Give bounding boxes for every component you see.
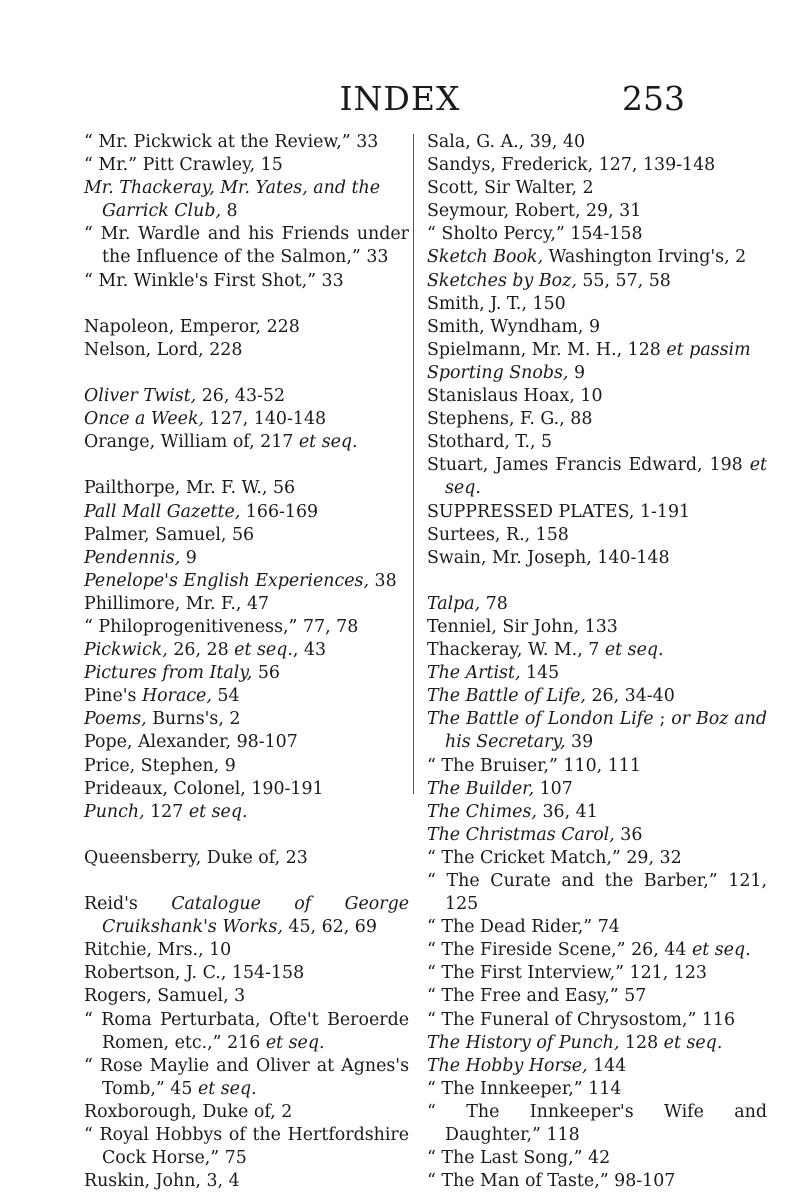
entry-text: “ The Fireside Scene,” 26, 44 bbox=[427, 940, 692, 961]
index-entry bbox=[427, 501, 767, 524]
index-entry bbox=[427, 847, 767, 870]
entry-text: 26, 34-40 bbox=[585, 686, 675, 707]
entry-text: “ Mr. Wardle and his Friends under the Influence of the Salmon,” 33 bbox=[84, 224, 409, 268]
entry-text: Robertson, J. C., 154-158 bbox=[84, 963, 305, 984]
section-gap bbox=[427, 570, 767, 593]
entry-text: 8 bbox=[220, 201, 238, 222]
index-entry bbox=[427, 685, 767, 708]
entry-text: Tenniel, Sir John, 133 bbox=[427, 616, 618, 637]
entry-title-italic: Once a Week, bbox=[84, 409, 205, 430]
index-entry bbox=[427, 177, 767, 200]
entry-text: 127 bbox=[144, 801, 189, 822]
index-entry bbox=[427, 1170, 767, 1193]
index-entry bbox=[84, 408, 409, 431]
index-entry bbox=[427, 870, 767, 916]
index-entry bbox=[84, 962, 409, 985]
index-entry bbox=[84, 685, 409, 708]
entry-text: Phillimore, Mr. F., 47 bbox=[84, 593, 270, 614]
entry-text: Smith, Wyndham, 9 bbox=[427, 316, 601, 337]
entry-text: 144 bbox=[587, 1055, 627, 1076]
index-entry bbox=[84, 616, 409, 639]
index-entry bbox=[427, 524, 767, 547]
entry-text: 55, 57, 58 bbox=[576, 270, 671, 291]
index-entry bbox=[427, 708, 767, 754]
entry-text: ; bbox=[653, 709, 672, 730]
index-entry bbox=[84, 801, 409, 824]
entry-text: Washington Irving's, 2 bbox=[543, 247, 747, 268]
entry-text: Swain, Mr. Joseph, 140-148 bbox=[427, 547, 670, 568]
entry-text: 127, 140-148 bbox=[204, 409, 327, 430]
entry-title-italic: Penelope's English Experiences, bbox=[84, 570, 369, 591]
index-entry bbox=[427, 985, 767, 1008]
entry-text: “ The Curate and the Barber,” 121, 125 bbox=[427, 871, 767, 915]
index-entry bbox=[427, 916, 767, 939]
index-entry bbox=[427, 200, 767, 223]
entry-text: Price, Stephen, 9 bbox=[84, 755, 236, 776]
entry-text: Stanislaus Hoax, 10 bbox=[427, 386, 603, 407]
entry-text: Ritchie, Mrs., 10 bbox=[84, 940, 232, 961]
index-entry bbox=[427, 246, 767, 269]
entry-text: , 43 bbox=[292, 640, 327, 661]
entry-text: 9 bbox=[568, 362, 586, 383]
entry-text: Prideaux, Colonel, 190-191 bbox=[84, 778, 324, 799]
index-entry bbox=[84, 154, 409, 177]
index-entry bbox=[84, 1009, 409, 1055]
entry-text: “ The Cricket Match,” 29, 32 bbox=[427, 847, 682, 868]
index-entry bbox=[84, 662, 409, 685]
entry-text: 145 bbox=[520, 663, 560, 684]
entry-text: “ Rose Maylie and Oliver at Agnes's Tomb,” 45 bbox=[84, 1055, 409, 1099]
entry-text: Napoleon, Emperor, 228 bbox=[84, 316, 300, 337]
entry-text: Sandys, Frederick, 127, 139-148 bbox=[427, 155, 716, 176]
index-entry bbox=[427, 454, 767, 500]
entry-text: 38 bbox=[368, 570, 397, 591]
entry-text: “ The Free and Easy,” 57 bbox=[427, 986, 647, 1007]
index-entry bbox=[427, 316, 767, 339]
entry-text: 39 bbox=[565, 732, 594, 753]
index-entry bbox=[427, 408, 767, 431]
entry-text: “ Royal Hobbys of the Hertfordshire Cock Horse,” 75 bbox=[84, 1125, 409, 1169]
entry-text: 78 bbox=[480, 593, 508, 614]
entry-text: “ The First Interview,” 121, 123 bbox=[427, 963, 707, 984]
index-entry bbox=[427, 270, 767, 293]
entry-title-italic: et seq. bbox=[197, 1078, 257, 1099]
index-entry bbox=[427, 778, 767, 801]
index-entry bbox=[84, 985, 409, 1008]
entry-title-italic: The Battle of Life, bbox=[427, 686, 586, 707]
index-entry bbox=[427, 801, 767, 824]
entry-text: Scott, Sir Walter, 2 bbox=[427, 178, 594, 199]
index-entry bbox=[427, 939, 767, 962]
entry-text: 26, 28 bbox=[167, 640, 235, 661]
index-entry bbox=[84, 131, 409, 154]
entry-title-italic: Catalogue of George Cruikshank's Works, bbox=[102, 894, 409, 938]
section-gap bbox=[84, 293, 409, 316]
index-entry bbox=[427, 1032, 767, 1055]
index-entry bbox=[84, 731, 409, 754]
index-entry bbox=[84, 708, 409, 731]
entry-title-italic: The History of Punch, bbox=[427, 1032, 620, 1053]
index-entry bbox=[427, 824, 767, 847]
entry-title-italic: Pictures from Italy, bbox=[84, 663, 253, 684]
entry-title-italic: The Hobby Horse, bbox=[427, 1055, 588, 1076]
entry-title-italic: The Artist, bbox=[427, 663, 521, 684]
entry-text: Sala, G. A., 39, 40 bbox=[427, 132, 586, 152]
entry-text: 36 bbox=[614, 824, 643, 845]
entry-title-italic: Sketch Book, bbox=[427, 247, 543, 268]
index-entry bbox=[427, 339, 767, 362]
entry-title-italic: et seq. bbox=[604, 640, 664, 661]
entry-text: “ The Funeral of Chrysostom,” 116 bbox=[427, 1009, 736, 1030]
entry-text: 166-169 bbox=[240, 501, 319, 522]
index-entry bbox=[427, 1009, 767, 1032]
index-entry bbox=[84, 547, 409, 570]
index-entry bbox=[84, 1170, 409, 1193]
entry-title-italic: Sporting Snobs, bbox=[427, 362, 569, 383]
index-entry bbox=[427, 131, 767, 154]
index-entry bbox=[427, 547, 767, 570]
entry-title-italic: et seq. bbox=[663, 1032, 723, 1053]
index-entry bbox=[84, 1055, 409, 1101]
entry-text: 107 bbox=[534, 778, 573, 799]
index-column-left bbox=[84, 131, 409, 1193]
index-entry bbox=[427, 385, 767, 408]
index-entry bbox=[84, 639, 409, 662]
entry-text: Rogers, Samuel, 3 bbox=[84, 986, 246, 1007]
index-entry bbox=[427, 223, 767, 246]
index-entry bbox=[427, 662, 767, 685]
index-entry bbox=[427, 1078, 767, 1101]
entry-text: Surtees, R., 158 bbox=[427, 524, 569, 545]
entry-text: Seymour, Robert, 29, 31 bbox=[427, 201, 642, 222]
entry-text: “ Roma Perturbata, Ofte't Beroerde Romen, etc.,” 216 bbox=[84, 1009, 409, 1053]
entry-text: Nelson, Lord, 228 bbox=[84, 339, 243, 360]
entry-title-italic: Pall Mall Gazette, bbox=[84, 501, 241, 522]
entry-title-italic: The Chimes, bbox=[427, 801, 537, 822]
entry-text: “ Philoprogenitiveness,” 77, 78 bbox=[84, 616, 359, 637]
entry-title-italic: et seq. bbox=[188, 801, 248, 822]
section-gap bbox=[84, 362, 409, 385]
index-entry bbox=[84, 524, 409, 547]
entry-text: Thackeray, W. M., 7 bbox=[427, 640, 605, 661]
entry-text: Spielmann, Mr. M. H., 128 bbox=[427, 339, 667, 360]
entry-text: “ The Man of Taste,” 98-107 bbox=[427, 1171, 676, 1192]
index-entry bbox=[84, 339, 409, 362]
entry-text: Stephens, F. G., 88 bbox=[427, 409, 593, 430]
entry-text: 56 bbox=[252, 663, 280, 684]
entry-text: “ Sholto Percy,” 154-158 bbox=[427, 224, 643, 245]
entry-text: SUPPRESSED PLATES, 1-191 bbox=[427, 501, 691, 522]
index-entry bbox=[84, 570, 409, 593]
index-entry bbox=[427, 1055, 767, 1078]
entry-text: 26, 43-52 bbox=[196, 386, 286, 407]
entry-title-italic: et seq. bbox=[445, 455, 767, 499]
entry-title-italic: Mr. Thackeray, Mr. Yates, and the Garrick Club, bbox=[84, 178, 380, 222]
index-column-right bbox=[427, 131, 767, 1193]
entry-text: Roxborough, Duke of, 2 bbox=[84, 1101, 293, 1122]
entry-title-italic: Poems, bbox=[84, 709, 147, 730]
index-entry bbox=[84, 223, 409, 269]
entry-title-italic: Sketches by Boz, bbox=[427, 270, 577, 291]
entry-title-italic: et seq. bbox=[234, 640, 293, 661]
index-entry bbox=[84, 939, 409, 962]
entry-text: 36, 41 bbox=[536, 801, 598, 822]
index-entry bbox=[427, 154, 767, 177]
entry-text: “ The Bruiser,” 110, 111 bbox=[427, 755, 641, 776]
index-entry bbox=[427, 616, 767, 639]
entry-text: Pine's bbox=[84, 686, 142, 707]
index-entry bbox=[84, 778, 409, 801]
entry-text: “ The Last Song,” 42 bbox=[427, 1148, 611, 1169]
entry-title-italic: Pickwick, bbox=[84, 640, 168, 661]
entry-text: Smith, J. T., 150 bbox=[427, 293, 566, 314]
entry-title-italic: et seq. bbox=[265, 1032, 325, 1053]
entry-title-italic: or Boz and his Secretary, bbox=[445, 709, 768, 753]
index-entry bbox=[84, 893, 409, 939]
index-entry bbox=[427, 755, 767, 778]
index-entry bbox=[84, 270, 409, 293]
index-entry bbox=[84, 501, 409, 524]
entry-title-italic: The Builder, bbox=[427, 778, 535, 799]
index-entry bbox=[84, 316, 409, 339]
entry-text: Stuart, James Francis Edward, 198 bbox=[427, 455, 750, 476]
index-entry bbox=[84, 1124, 409, 1170]
entry-title-italic: et seq. bbox=[691, 940, 751, 961]
entry-title-italic: Horace, bbox=[142, 686, 212, 707]
entry-text: “ Mr. Pickwick at the Review,” 33 bbox=[84, 132, 379, 152]
entry-text: Queensberry, Duke of, 23 bbox=[84, 847, 308, 868]
entry-title-italic: et seq. bbox=[298, 432, 358, 453]
entry-text: 45, 62, 69 bbox=[282, 917, 377, 938]
page-title: INDEX bbox=[339, 79, 461, 118]
page-number: 253 bbox=[622, 79, 685, 118]
index-entry bbox=[427, 1101, 767, 1147]
entry-text: Stothard, T., 5 bbox=[427, 432, 553, 453]
index-entry bbox=[427, 1147, 767, 1170]
entry-text: Orange, William of, 217 bbox=[84, 432, 299, 453]
entry-title-italic: Talpa, bbox=[427, 593, 481, 614]
entry-text: “ Mr. Winkle's First Shot,” 33 bbox=[84, 270, 344, 291]
entry-title-italic: The Battle of London Life bbox=[427, 709, 654, 730]
index-entry bbox=[427, 362, 767, 385]
index-entry bbox=[427, 293, 767, 316]
section-gap bbox=[84, 824, 409, 847]
index-entry bbox=[84, 177, 409, 223]
entry-text: Pailthorpe, Mr. F. W., 56 bbox=[84, 478, 296, 499]
section-gap bbox=[84, 870, 409, 893]
index-entry bbox=[84, 385, 409, 408]
index-entry bbox=[84, 755, 409, 778]
entry-text: Burns's, 2 bbox=[146, 709, 241, 730]
index-entry bbox=[84, 1101, 409, 1124]
index-entry bbox=[427, 593, 767, 616]
entry-title-italic: Oliver Twist, bbox=[84, 386, 197, 407]
column-divider bbox=[413, 134, 414, 794]
section-gap bbox=[84, 454, 409, 477]
entry-text: “ The Innkeeper's Wife and Daughter,” 118 bbox=[427, 1101, 767, 1146]
index-entry bbox=[84, 593, 409, 616]
entry-text: Ruskin, John, 3, 4 bbox=[84, 1171, 240, 1192]
entry-text: 9 bbox=[180, 547, 197, 568]
entry-text: 128 bbox=[619, 1032, 664, 1053]
index-entry bbox=[84, 431, 409, 454]
entry-text: Pope, Alexander, 98-107 bbox=[84, 732, 298, 753]
index-entry bbox=[427, 962, 767, 985]
entry-text: 54 bbox=[211, 686, 240, 707]
entry-text: “ The Innkeeper,” 114 bbox=[427, 1078, 622, 1099]
entry-title-italic: Pendennis, bbox=[84, 547, 181, 568]
entry-title-italic: The Christmas Carol, bbox=[427, 824, 615, 845]
entry-title-italic: Punch, bbox=[84, 801, 145, 822]
entry-text: Reid's bbox=[84, 894, 172, 915]
entry-text: “ Mr.” Pitt Crawley, 15 bbox=[84, 155, 283, 176]
entry-text: Palmer, Samuel, 56 bbox=[84, 524, 255, 545]
index-entry bbox=[427, 431, 767, 454]
entry-text: “ The Dead Rider,” 74 bbox=[427, 917, 620, 938]
index-entry bbox=[84, 477, 409, 500]
entry-title-italic: et passim bbox=[666, 339, 751, 360]
index-entry bbox=[427, 639, 767, 662]
index-entry bbox=[84, 847, 409, 870]
